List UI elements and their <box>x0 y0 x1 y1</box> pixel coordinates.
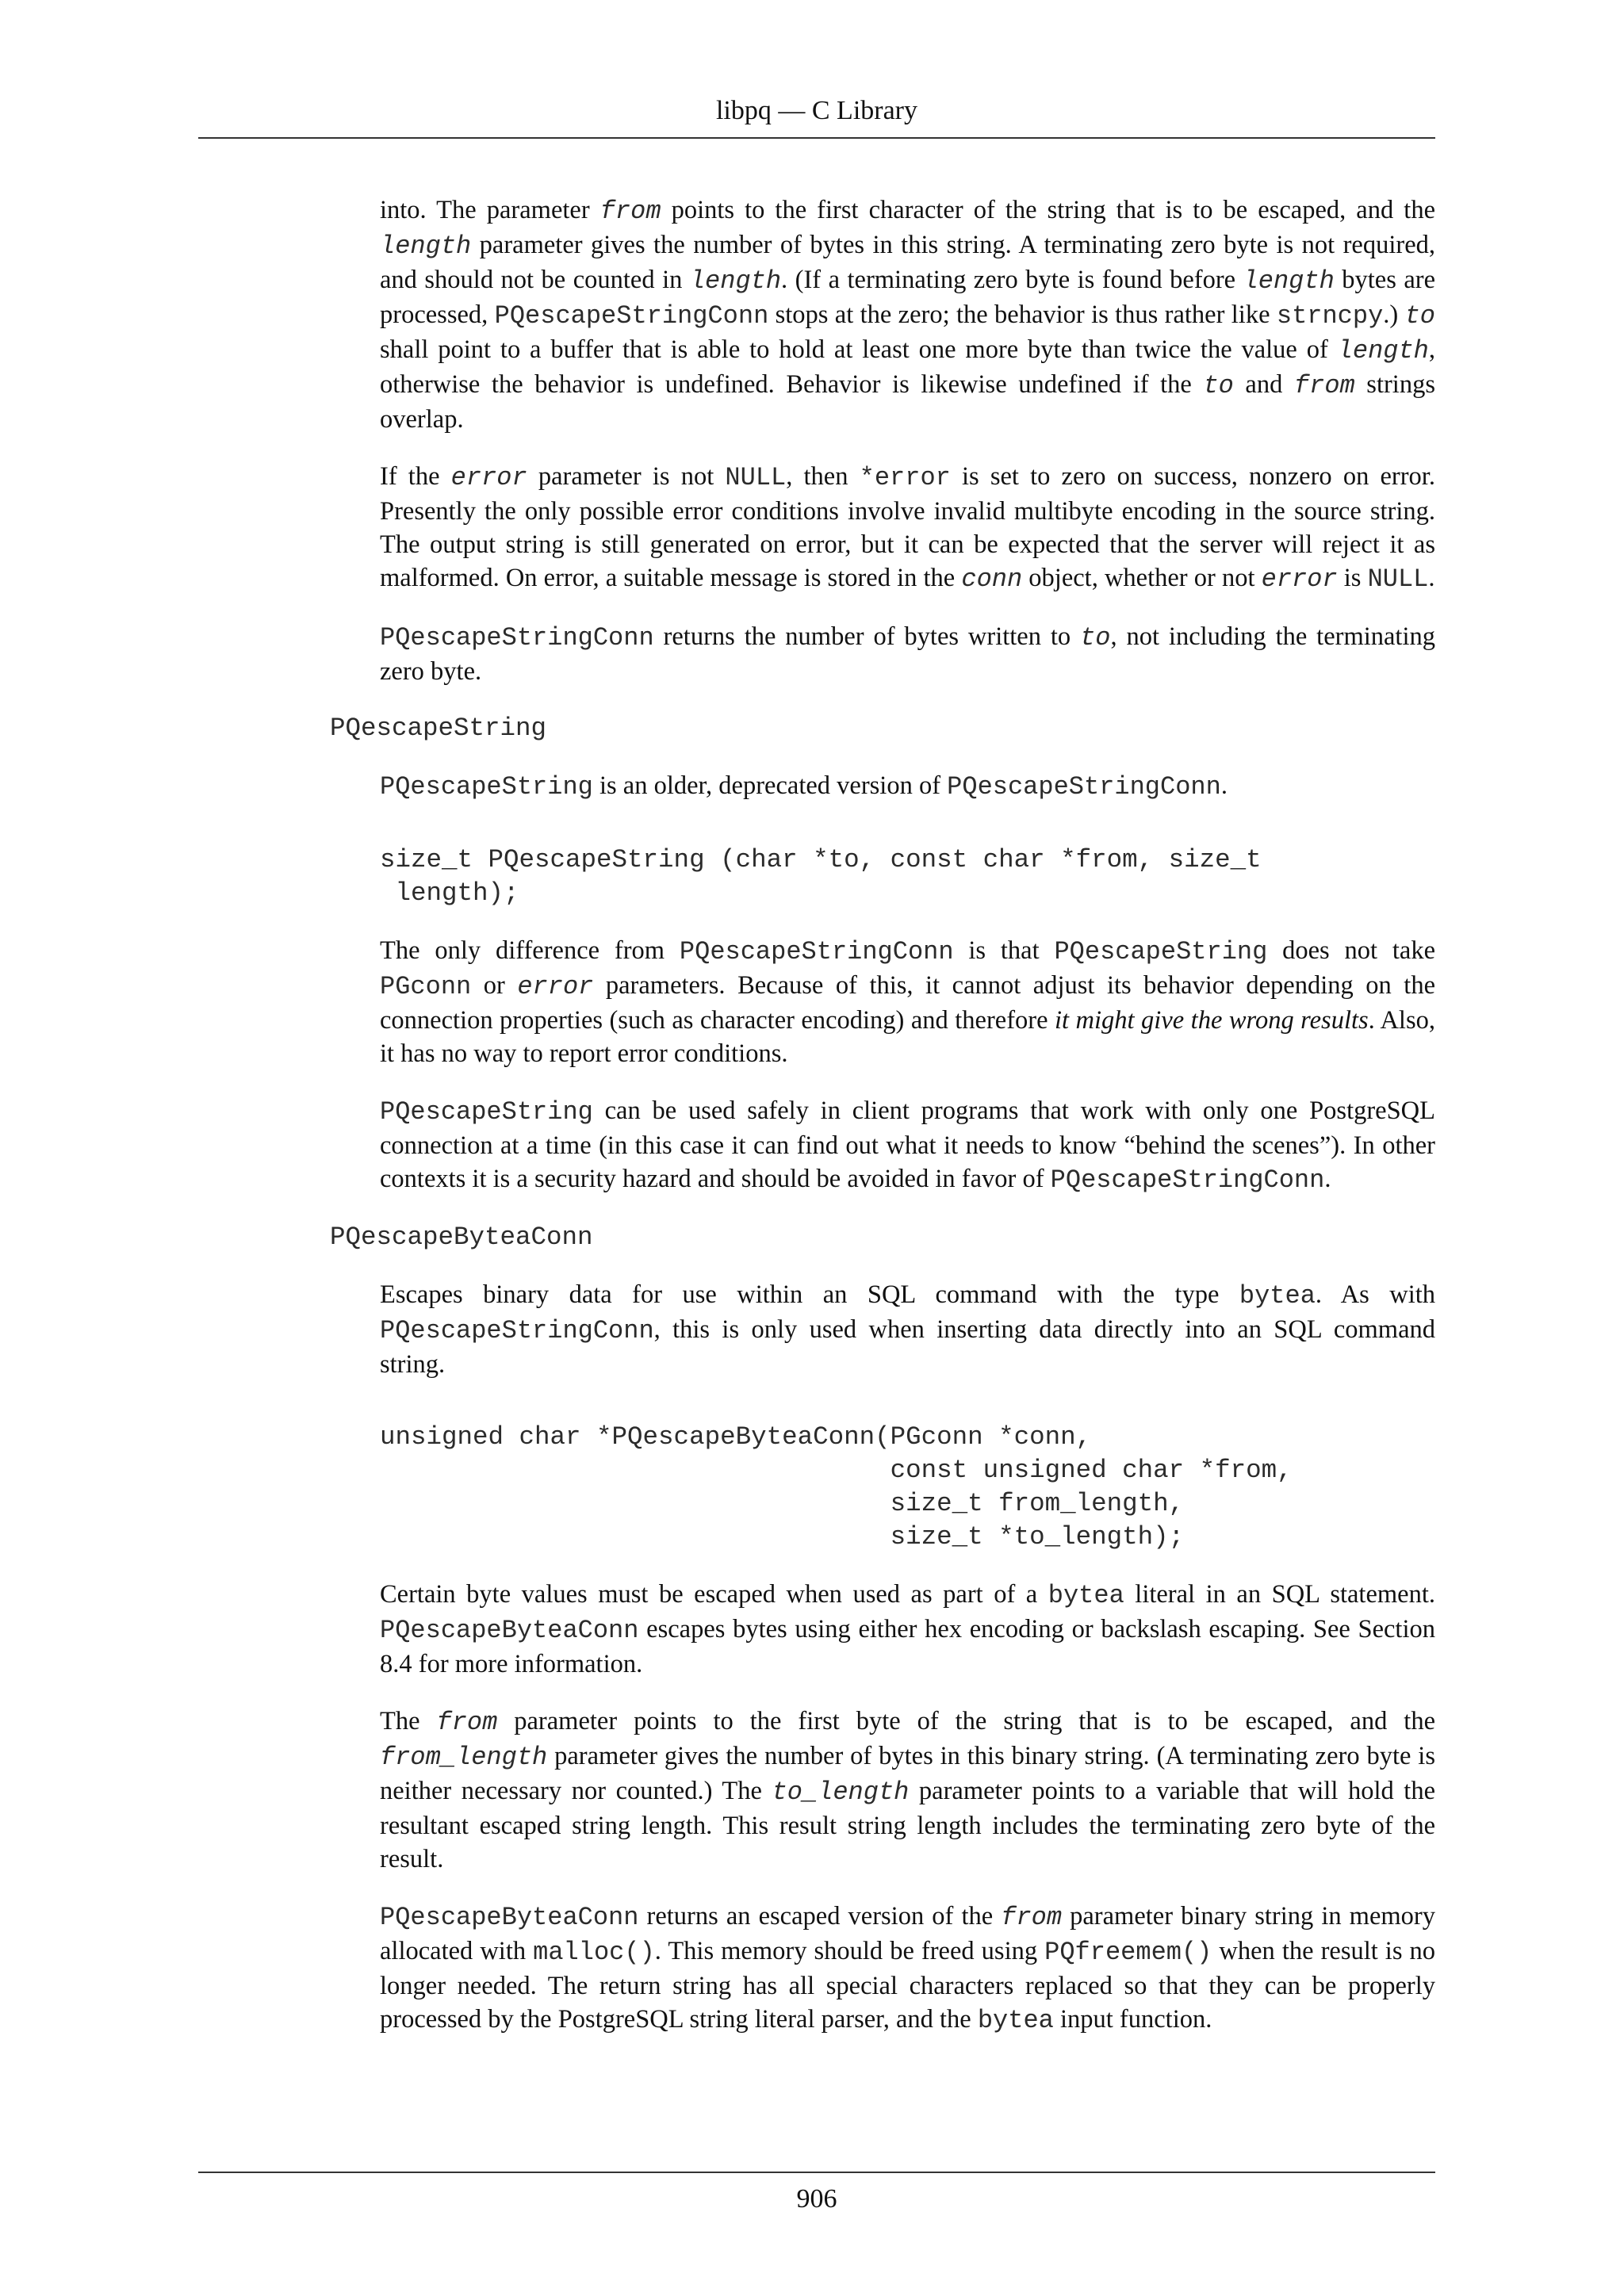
text: . Also, it has no way to report error conditions. <box>380 1006 1435 1068</box>
term-pqescapestring: PQescapeString <box>330 714 547 743</box>
param-from: from <box>436 1708 498 1737</box>
param-from: from <box>1001 1903 1063 1932</box>
function-pqescapestringconn: PQescapeStringConn <box>1050 1165 1325 1195</box>
text: parameters. Because of this, it cannot adjust its behavior depending on the connection properties (such as character encoding) and therefore <box>380 971 1436 1035</box>
text: parameter gives the number of bytes in this binary string. (A terminating zero byte is neither necessary nor counted.) The <box>380 1742 1435 1805</box>
text: .) <box>1383 300 1405 329</box>
function-pqescapestringconn: PQescapeStringConn <box>380 623 654 652</box>
text: returns the number of bytes written to <box>653 622 1081 651</box>
literal-null: NULL <box>1367 564 1429 594</box>
text: parameter gives the number of bytes in this string. A terminating zero byte is not required, and should not be counted in <box>380 231 1435 294</box>
function-malloc: malloc() <box>533 1938 655 1967</box>
type-bytea: bytea <box>977 2006 1054 2035</box>
type-pgconn: PGconn <box>380 972 472 1001</box>
paragraph-escapes-binary <box>380 1278 1435 1381</box>
text: object, whether or not <box>1022 564 1262 592</box>
header-rule <box>198 137 1435 139</box>
function-pqfreemem: PQfreemem() <box>1044 1938 1212 1967</box>
text: and <box>1233 370 1294 399</box>
function-pqescapebyteaconn: PQescapeByteaConn <box>380 1616 639 1645</box>
paragraph-difference <box>380 934 1435 1070</box>
type-bytea: bytea <box>1239 1281 1316 1311</box>
text: stops at the zero; the behavior is thus rather like <box>768 300 1277 329</box>
text: The <box>380 1707 437 1735</box>
param-to-length: to_length <box>772 1777 910 1807</box>
text: strings overlap. <box>380 370 1435 434</box>
text: . <box>1220 771 1228 800</box>
param-conn: conn <box>961 564 1023 594</box>
text: into. The parameter <box>380 196 600 224</box>
text: . <box>1324 1165 1331 1193</box>
paragraph-error-param <box>380 460 1435 596</box>
param-length: length <box>380 232 472 261</box>
text: The only difference from <box>380 936 680 965</box>
text: . (If a terminating zero byte is found before <box>781 266 1243 294</box>
text: parameter binary string in memory allocated with <box>380 1902 1435 1965</box>
param-from: from <box>1293 371 1355 400</box>
code-block-pqescapebyteaconn: unsigned char *PQescapeByteaConn(PGconn *conn, const unsigned char *from, size_t from_length, size_t *to_length); <box>380 1422 1293 1552</box>
page-number: 906 <box>796 2184 837 2214</box>
param-to: to <box>1203 371 1234 400</box>
text: Escapes binary data for use within an SQL command with the type <box>380 1280 1239 1309</box>
text: is an older, deprecated version of <box>592 771 948 800</box>
paragraph-from-length <box>380 193 1435 436</box>
text: , not including the terminating zero byte. <box>380 622 1435 686</box>
text: , then <box>786 462 860 491</box>
function-pqescapestringconn: PQescapeStringConn <box>494 301 769 331</box>
param-from-length: from_length <box>380 1743 548 1772</box>
text: bytes are processed, <box>380 266 1435 329</box>
function-pqescapestring: PQescapeString <box>1054 937 1268 966</box>
text: shall point to a buffer that is able to hold at least one more byte than twice the value of <box>380 335 1338 364</box>
type-bytea: bytea <box>1048 1581 1124 1610</box>
text: parameter is not <box>527 462 726 491</box>
emphasis: it might give the wrong results <box>1055 1006 1369 1035</box>
param-error: error <box>450 463 527 492</box>
function-strncpy: strncpy <box>1276 301 1384 331</box>
param-length: length <box>1337 336 1429 365</box>
function-pqescapestring: PQescapeString <box>380 1097 593 1127</box>
text: is <box>1337 564 1368 592</box>
function-pqescapestringconn: PQescapeStringConn <box>380 1316 654 1345</box>
text: parameter points to the first byte of the string that is to be escaped, and the <box>497 1707 1435 1735</box>
function-pqescapestringconn: PQescapeStringConn <box>679 937 954 966</box>
paragraph-safe-use <box>380 1094 1435 1197</box>
param-length: length <box>1243 266 1335 296</box>
param-error: error <box>517 972 594 1001</box>
text: can be used safely in client programs that work with only one PostgreSQL connection at a time (in this case it can find out what it needs to know “behind the scenes”). In other contexts it is a security hazard and should be avoided in favor of <box>380 1096 1435 1193</box>
text: . As with <box>1315 1280 1436 1309</box>
page-header: libpq — C Library <box>715 96 918 125</box>
footer-rule <box>198 2172 1435 2173</box>
function-pqescapebyteaconn: PQescapeByteaConn <box>380 1903 639 1932</box>
text: escapes bytes using either hex encoding or backslash escaping. See Section 8.4 for more information. <box>380 1615 1435 1678</box>
text: points to the first character of the string that is to be escaped, and the <box>661 196 1435 224</box>
text: returns an escaped version of the <box>638 1902 1002 1931</box>
text: is set to zero on success, nonzero on error. Presently the only possible error conditions involve invalid multibyte encoding in the source string. The output string is still generated on error, but it can be expected that the server will reject it as malformed. On error, a suitable message is stored in the <box>380 462 1435 592</box>
paragraph-from-param <box>380 1705 1435 1876</box>
param-from: from <box>599 197 661 226</box>
literal-null: NULL <box>725 463 787 492</box>
document-body <box>0 193 1624 2061</box>
text: when the result is no longer needed. The return string has all special characters replaced so that they can be properly processed by the PostgreSQL string literal parser, and the <box>380 1937 1436 2034</box>
term-pqescapebyteaconn: PQescapeByteaConn <box>330 1223 593 1252</box>
text: , otherwise the behavior is undefined. Behavior is likewise undefined if the <box>380 335 1435 399</box>
code-block-pqescapestring: size_t PQescapeString (char *to, const char *from, size_t length); <box>380 845 1262 908</box>
text: literal in an SQL statement. <box>1124 1580 1435 1609</box>
param-to: to <box>1404 301 1435 331</box>
paragraph-bytea-return <box>380 1900 1435 2038</box>
text: does not take <box>1267 936 1436 965</box>
text: parameter points to a variable that will hold the resultant escaped string length. This result string length includes the terminating zero byte of the result. <box>380 1777 1435 1873</box>
paragraph-return-value <box>380 620 1435 688</box>
literal-error-deref: *error <box>859 463 951 492</box>
text: or <box>471 971 518 1000</box>
text: . <box>1428 564 1435 592</box>
text: is that <box>953 936 1055 965</box>
text: Certain byte values must be escaped when used as part of a <box>380 1580 1048 1609</box>
text: input function. <box>1053 2005 1212 2034</box>
paragraph-byte-values <box>380 1578 1435 1681</box>
paragraph-deprecated <box>380 769 1435 804</box>
text: . This memory should be freed using <box>654 1937 1045 1965</box>
function-pqescapestring: PQescapeString <box>380 772 593 802</box>
function-pqescapestringconn: PQescapeStringConn <box>947 772 1221 802</box>
param-length: length <box>689 266 782 296</box>
text: , this is only used when inserting data directly into an SQL command string. <box>380 1315 1435 1379</box>
param-to: to <box>1080 623 1111 652</box>
param-error: error <box>1261 564 1338 594</box>
text: If the <box>380 462 451 491</box>
